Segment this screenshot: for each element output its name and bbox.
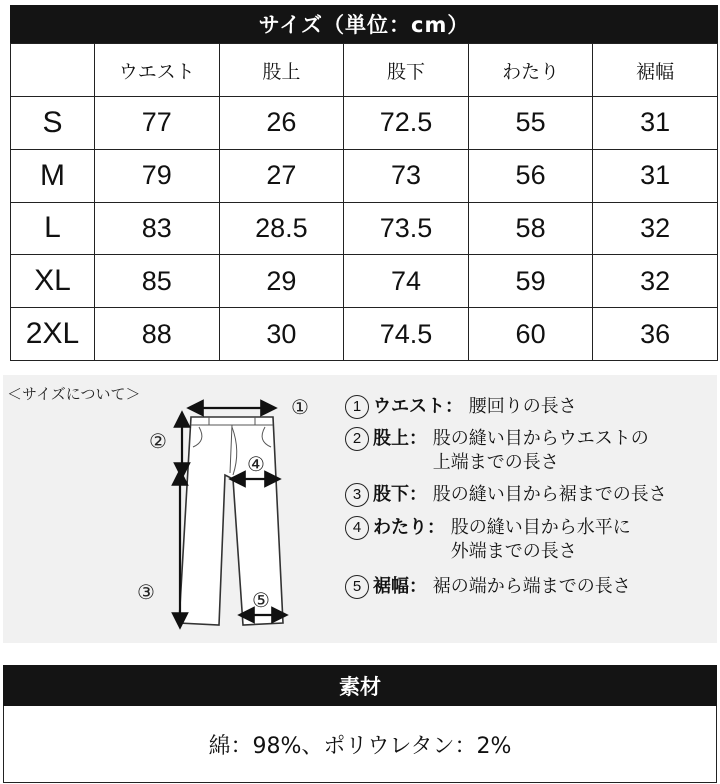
legend-item-inseam <box>345 483 667 507</box>
marker-1: ① <box>291 395 309 419</box>
table-cell: 55 <box>468 97 593 150</box>
material-title: 素材 <box>339 674 381 699</box>
legend-number: 3 <box>345 483 369 507</box>
table-cell: 36 <box>593 308 718 361</box>
table-cell: 31 <box>593 97 718 150</box>
marker-2: ② <box>149 429 167 453</box>
legend-number: 5 <box>345 575 369 599</box>
size-label: M <box>11 149 95 202</box>
size-title: サイズ（単位：cm） <box>258 13 470 37</box>
legend-term: ウエスト： <box>373 396 463 417</box>
pants-illustration <box>3 375 333 643</box>
table-cell: 31 <box>593 149 718 202</box>
table-row <box>11 149 718 202</box>
legend-desc-line: 外端までの長さ <box>450 541 577 562</box>
size-table <box>10 43 718 361</box>
legend-item-hem <box>345 575 631 599</box>
table-cell: 77 <box>95 97 220 150</box>
table-cell: 27 <box>219 149 344 202</box>
size-label: 2XL <box>11 308 95 361</box>
size-label: S <box>11 97 95 150</box>
marker-4: ④ <box>247 452 265 476</box>
material-title-bar <box>3 665 717 706</box>
table-cell: 32 <box>593 202 718 255</box>
size-label: XL <box>11 255 95 308</box>
size-label: L <box>11 202 95 255</box>
table-cell: 79 <box>95 149 220 202</box>
legend-term: わたり： <box>373 517 445 538</box>
table-cell: 29 <box>219 255 344 308</box>
table-cell: 85 <box>95 255 220 308</box>
header-cell-thigh: わたり <box>468 44 593 97</box>
size-title-bar <box>10 5 718 43</box>
legend-term: 裾幅： <box>373 576 427 597</box>
table-row <box>11 202 718 255</box>
legend-item-waist <box>345 395 577 419</box>
marker-3: ③ <box>137 580 155 604</box>
legend-desc-line: 上端までの長さ <box>432 452 559 473</box>
size-table-header-row <box>11 44 718 97</box>
marker-5: ⑤ <box>252 588 270 612</box>
header-cell-hem: 裾幅 <box>593 44 718 97</box>
legend-desc-line: 股の縫い目からウエストの <box>432 428 649 449</box>
header-cell-waist: ウエスト <box>95 44 220 97</box>
table-cell: 58 <box>468 202 593 255</box>
legend-term: 股下： <box>373 484 427 505</box>
legend-item-thigh <box>345 516 631 564</box>
legend-desc-line: 腰回りの長さ <box>468 396 577 417</box>
table-cell: 56 <box>468 149 593 202</box>
legend-desc-line: 裾の端から端までの長さ <box>432 576 631 597</box>
material-text: 綿：98%、ポリウレタン：2% <box>208 733 512 759</box>
table-row <box>11 308 718 361</box>
table-cell: 88 <box>95 308 220 361</box>
header-cell-inseam: 股下 <box>344 44 469 97</box>
table-cell: 73 <box>344 149 469 202</box>
measurement-diagram <box>3 375 717 643</box>
table-cell: 74 <box>344 255 469 308</box>
table-cell: 30 <box>219 308 344 361</box>
header-cell-empty <box>11 44 95 97</box>
legend-number: 2 <box>345 427 369 451</box>
diagram-heading: ＜サイズについて＞ <box>7 385 141 403</box>
legend-term: 股上： <box>373 428 427 449</box>
table-cell: 59 <box>468 255 593 308</box>
legend-item-rise <box>345 427 649 475</box>
table-cell: 74.5 <box>344 308 469 361</box>
legend-desc-line: 股の縫い目から水平に <box>450 517 631 538</box>
table-cell: 26 <box>219 97 344 150</box>
legend-desc-line: 股の縫い目から裾までの長さ <box>432 484 667 505</box>
table-cell: 73.5 <box>344 202 469 255</box>
table-row <box>11 255 718 308</box>
legend-number: 4 <box>345 516 369 540</box>
table-cell: 60 <box>468 308 593 361</box>
table-row <box>11 97 718 150</box>
table-cell: 72.5 <box>344 97 469 150</box>
material-box <box>3 706 717 783</box>
table-cell: 32 <box>593 255 718 308</box>
table-cell: 83 <box>95 202 220 255</box>
legend-number: 1 <box>345 395 369 419</box>
table-cell: 28.5 <box>219 202 344 255</box>
header-cell-rise: 股上 <box>219 44 344 97</box>
